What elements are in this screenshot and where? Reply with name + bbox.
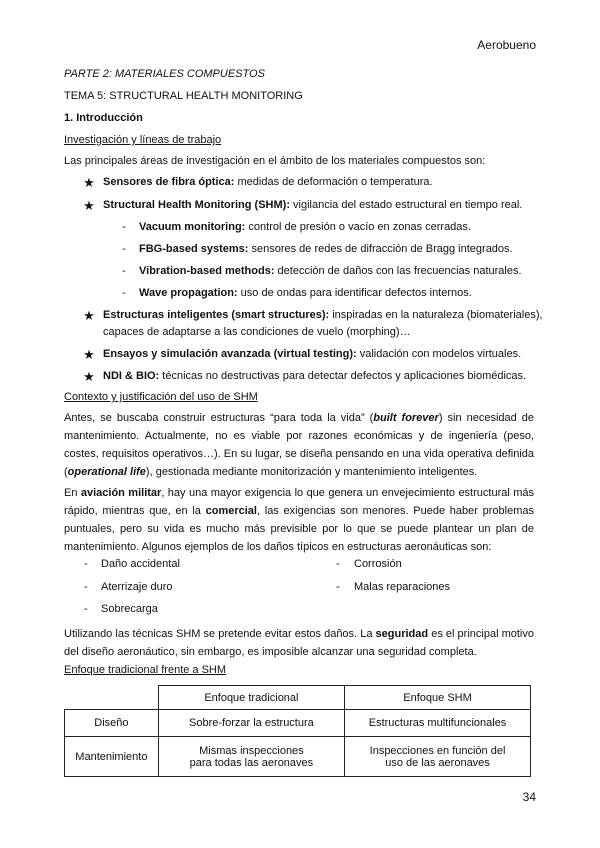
table-cell: Sobre-forzar la estructura <box>158 710 344 737</box>
list-item-continuation: capaces de adaptarse a las condiciones de vuelo (morphing)… <box>103 326 411 338</box>
star-bullet-icon: ★ <box>83 308 95 323</box>
list-item: Vacuum monitoring: control de presión o vacío en zonas cerradas. <box>139 221 471 233</box>
dash-bullet-icon: - <box>336 581 340 593</box>
list-item: Ensayos y simulación avanzada (virtual testing): validación con modelos virtuales. <box>103 348 522 360</box>
row-label: Diseño <box>65 710 159 737</box>
table-corner <box>65 686 159 710</box>
list-item: FBG-based systems: sensores de redes de difracción de Bragg integrados. <box>139 243 513 255</box>
running-header: Aerobueno <box>477 38 536 52</box>
dash-bullet-icon: - <box>84 558 88 570</box>
subheading-research: Investigación y líneas de trabajo <box>64 134 222 146</box>
page-number: 34 <box>522 790 536 804</box>
table-header-row <box>65 686 531 710</box>
table-cell: Mismas inspecciones para todas las aeronaves <box>158 737 344 777</box>
dash-bullet-icon: - <box>336 558 340 570</box>
list-item: Structural Health Monitoring (SHM): vigilancia del estado estructural en tiempo real. <box>103 199 523 211</box>
subheading-comparison: Enfoque tradicional frente a SHM <box>64 664 227 676</box>
dash-bullet-icon: - <box>122 287 126 299</box>
list-item: Sensores de fibra óptica: medidas de deformación o temperatura. <box>103 176 433 188</box>
paragraph-built-forever: Antes, se buscaba construir estructuras “para toda la vida” (built forever) sin necesidad de mantenimiento. Actualmente, no es viable por razones económicas y de ingeniería (peso, costes, requisitos operativos…). En su lugar, se diseña pensando en una vida operativa definida (operational life), gestionada mediante monitorización y mantenimiento inteligentes. <box>64 412 534 478</box>
paragraph-aviation: En aviación militar, hay una mayor exigencia lo que genera un envejecimiento estructural más rápido, mientras que, en la comercial, las exigencias son menores. Puede haber problemas puntuales, pero su vida es mucho más previsible por lo que se puede plantear un plan de mantenimiento. Algunos ejemplos de los daños típicos en estructuras aeronáuticas son: <box>64 487 534 553</box>
damage-item: Corrosión <box>354 558 402 570</box>
dash-bullet-icon: - <box>122 265 126 277</box>
topic-title: TEMA 5: STRUCTURAL HEALTH MONITORING <box>64 90 303 102</box>
table-row <box>65 737 531 777</box>
research-intro: Las principales áreas de investigación en el ámbito de los materiales compuestos son: <box>64 155 486 167</box>
part-title: PARTE 2: MATERIALES COMPUESTOS <box>64 68 265 80</box>
row-label: Mantenimiento <box>65 737 159 777</box>
list-item: Vibration-based methods: detección de daños con las frecuencias naturales. <box>139 265 522 277</box>
star-bullet-icon: ★ <box>83 369 95 384</box>
section-heading: 1. Introducción <box>64 112 143 124</box>
table-cell: Inspecciones en función del uso de las aeronaves <box>345 737 531 777</box>
column-header: Enfoque SHM <box>345 686 531 710</box>
star-bullet-icon: ★ <box>83 198 95 213</box>
column-header: Enfoque tradicional <box>158 686 344 710</box>
damage-item: Daño accidental <box>101 558 180 570</box>
damage-item: Malas reparaciones <box>354 581 450 593</box>
dash-bullet-icon: - <box>122 221 126 233</box>
dash-bullet-icon: - <box>122 243 126 255</box>
paragraph-safety: Utilizando las técnicas SHM se pretende evitar estos daños. La seguridad es el principal motivo del diseño aeronáutico, sin embargo, es imposible alcanzar una seguridad completa. <box>64 628 534 658</box>
star-bullet-icon: ★ <box>83 175 95 190</box>
list-item: Wave propagation: uso de ondas para identificar defectos internos. <box>139 287 472 299</box>
dash-bullet-icon: - <box>84 581 88 593</box>
damage-item: Sobrecarga <box>101 603 158 615</box>
list-item: NDI & BIO: técnicas no destructivas para detectar defectos y aplicaciones biomédicas. <box>103 370 527 382</box>
table-row <box>65 710 531 737</box>
star-bullet-icon: ★ <box>83 347 95 362</box>
subheading-context: Contexto y justificación del uso de SHM <box>64 391 258 403</box>
table-cell: Estructuras multifuncionales <box>345 710 531 737</box>
damage-item: Aterrizaje duro <box>101 581 173 593</box>
comparison-table <box>64 685 531 777</box>
list-item: Estructuras inteligentes (smart structures): inspiradas en la naturaleza (biomateriales), <box>103 309 543 321</box>
dash-bullet-icon: - <box>84 603 88 615</box>
